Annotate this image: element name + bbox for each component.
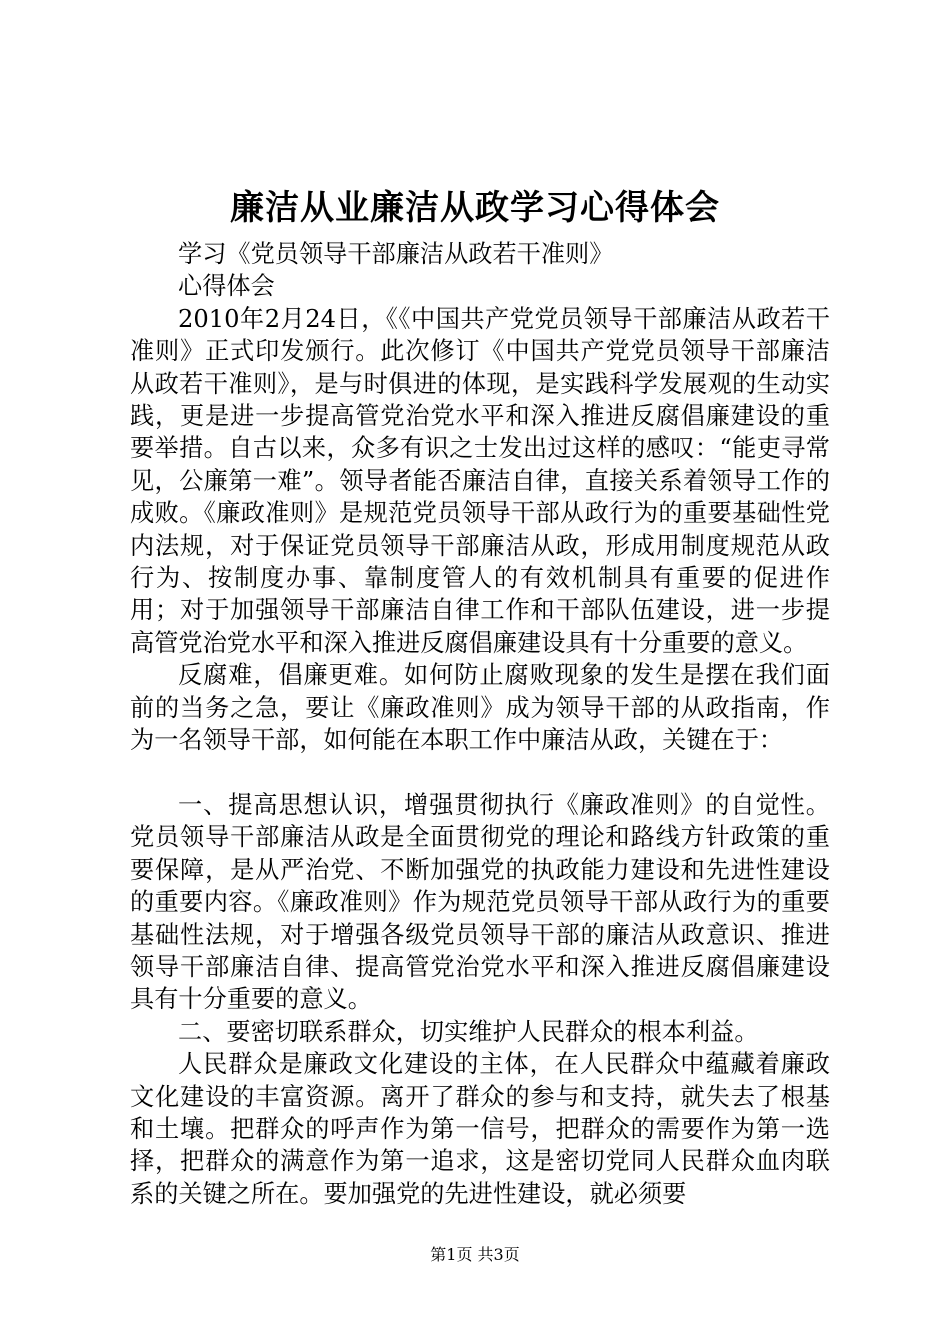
- document-title: 廉洁从业廉洁从政学习心得体会: [230, 188, 720, 228]
- paragraph-5: 人民群众是廉政文化建设的主体，在人民群众中蕴藏着廉政文化建设的丰富资源。离开了群众的参与和支持，就失去了根基和土壤。把群众的呼声作为第一信号，把群众的需要作为第一选择，把群众的满意作为第一追求，这是密切党同人民群众血肉联系的关键之所在。要加强党的先进性建设，就必须要: [130, 1050, 830, 1208]
- subtitle-line-1: 学习《党员领导干部廉洁从政若干准则》: [178, 240, 614, 268]
- paragraph-3: 一、提高思想认识，增强贯彻执行《廉政准则》的自觉性。党员领导干部廉洁从政是全面贯彻党的理论和路线方针政策的重要保障，是从严治党、不断加强党的执政能力建设和先进性建设的重要内容。《廉政准则》作为规范党员领导干部从政行为的重要基础性法规，对于增强各级党员领导干部的廉洁从政意识、推进领导干部廉洁自律、提高管党治党水平和深入推进反腐倡廉建设具有十分重要的意义。: [130, 790, 830, 1014]
- subtitle-line-2: 心得体会: [178, 272, 275, 301]
- document-body: [130, 238, 830, 1210]
- paragraph-4: 二、要密切联系群众，切实维护人民群众的根本利益。: [178, 1017, 759, 1046]
- paragraph-2: 反腐难，倡廉更难。如何防止腐败现象的发生是摆在我们面前的当务之急，要让《廉政准则》成为领导干部的从政指南，作为一名领导干部，如何能在本职工作中廉洁从政，关键在于：: [130, 661, 830, 755]
- paragraph-1: 2010年2月24日，《《中国共产党党员领导干部廉洁从政若干准则》正式印发颁行。此次修订《中国共产党党员领导干部廉洁从政若干准则》，是与时俱进的体现，是实践科学发展观的生动实践，更是进一步提高管党治党水平和深入推进反腐倡廉建设的重要举措。自古以来，众多有识之士发出过这样的感叹：“能吏寻常见，公廉第一难”。领导者能否廉洁自律，直接关系着领导工作的成败。《廉政准则》是规范党员领导干部从政行为的重要基础性党内法规，对于保证党员领导干部廉洁从政，形成用制度规范从政行为、按制度办事、靠制度管人的有效机制具有重要的促进作用；对于加强领导干部廉洁自律工作和干部队伍建设，进一步提高管党治党水平和深入推进反腐倡廉建设具有十分重要的意义。: [130, 304, 830, 657]
- page-footer: 第1页 共3页: [430, 1245, 520, 1264]
- blank-line: [130, 757, 830, 789]
